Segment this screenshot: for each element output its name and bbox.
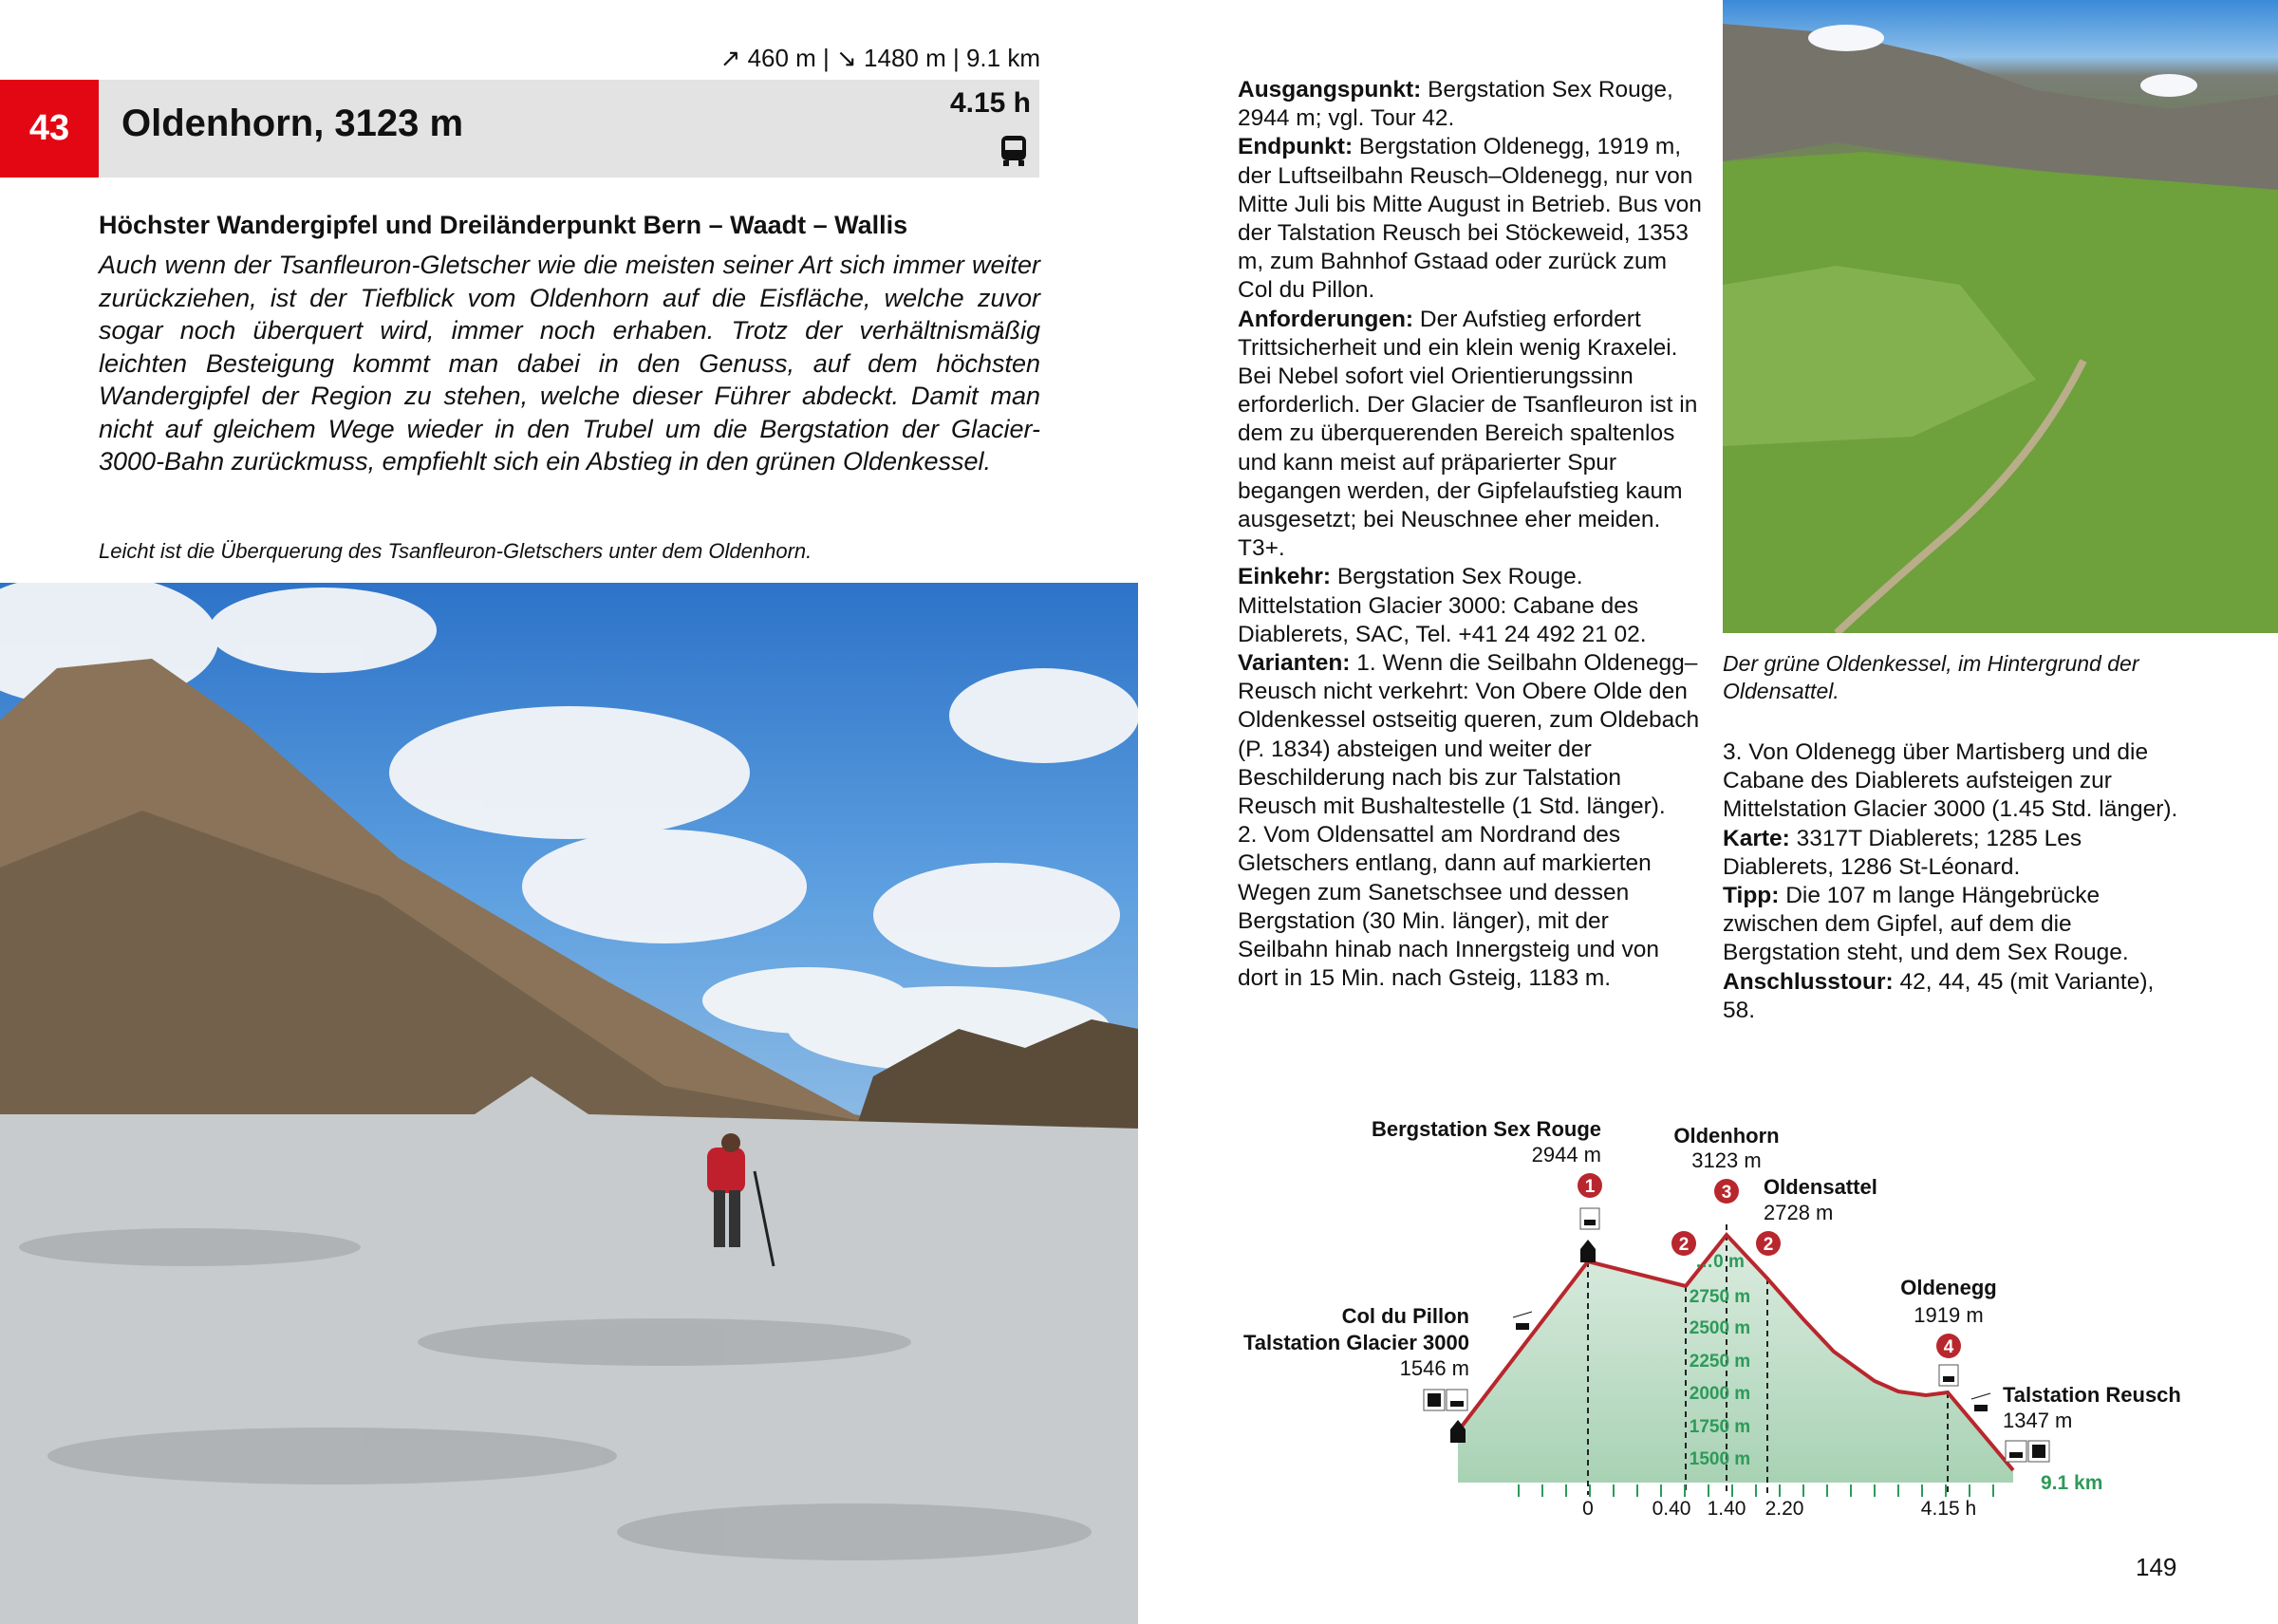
time-label: 2.20 xyxy=(1765,1498,1804,1520)
waypoint-elevation: 3123 m xyxy=(1691,1148,1762,1172)
elevation-label: 1500 m xyxy=(1689,1449,1751,1469)
detail-text: Bergstation Oldenegg, 1919 m, der Luftseilbahn Reusch–Oldenegg, nur von Mitte Juli bis Mitte August in Betrieb. Bus von der Talstation Reusch bei Stöckeweid, 1353 m, zum Bahnhof Gstaad oder zurück zum Col du Pillon. xyxy=(1238,134,1702,304)
waypoint-elevation: 1919 m xyxy=(1914,1303,1984,1327)
tour-duration: 4.15 h xyxy=(949,87,1031,119)
waypoint-marker-3 xyxy=(1714,1179,1739,1204)
cable-car-icon xyxy=(1971,1393,1990,1411)
detail-text: 3317T Diablerets; 1285 Les Diablerets, 1286 St-Léonard. xyxy=(1723,825,2082,880)
detail-text: 42, 44, 45 (mit Variante), 58. xyxy=(1723,968,2155,1023)
time-label: 0 xyxy=(1582,1498,1594,1520)
photo-caption-2: Der grüne Oldenkessel, im Hintergrund der Oldensattel. xyxy=(1723,651,2139,703)
waypoint-name: Oldenegg xyxy=(1900,1276,1997,1299)
waypoint-name: Talstation Reusch xyxy=(2003,1383,2181,1407)
page-title: Oldenhorn, 3123 m xyxy=(121,103,464,144)
waypoint-name: Bergstation Sex Rouge xyxy=(1371,1117,1601,1141)
waypoint-elevation: 1347 m xyxy=(2003,1409,2073,1432)
tour-number-badge: 43 xyxy=(0,80,99,177)
detail-label: Tipp: xyxy=(1723,883,1780,909)
time-axis-ticks xyxy=(1519,1484,1993,1497)
waypoint-name: Oldenhorn xyxy=(1673,1124,1780,1148)
bus-cable-car-icon xyxy=(1424,1390,1467,1410)
waypoint-marker-2 xyxy=(1671,1231,1696,1256)
elevation-label: 2000 m xyxy=(1689,1384,1751,1404)
detail-text: 1. Wenn die Seilbahn Oldenegg–Reusch nicht verkehrt: Von Obere Olde den Oldenkessel ostseitig queren, zum Oldebach (P. 1834) absteigen und weiter der Beschilderung nach bis zur Talstation Reusch mit Bushaltestelle (1 Std. länger). xyxy=(1238,650,1700,820)
waypoint-marker-1 xyxy=(1578,1173,1602,1198)
svg-text:2: 2 xyxy=(1763,1235,1774,1255)
elevation-label: 2500 m xyxy=(1689,1318,1751,1338)
hut-icon xyxy=(1580,1240,1596,1262)
detail-text: Bergstation Sex Rouge. Mittelstation Glacier 3000: Cabane des Diablerets, SAC, Tel. +41 24 492 21 02. xyxy=(1238,564,1647,647)
detail-label: Karte: xyxy=(1723,825,1790,851)
waypoint-name: Col du Pillon xyxy=(1341,1304,1469,1328)
waypoint-name-2: Talstation Glacier 3000 xyxy=(1242,1331,1469,1354)
photo-caption: Leicht ist die Überquerung des Tsanfleuron-Gletschers unter dem Oldenhorn. xyxy=(99,539,812,563)
waypoint-name: Oldensattel xyxy=(1764,1175,1877,1199)
waypoint-marker-2 xyxy=(1756,1231,1781,1256)
waypoint-elevation: 1546 m xyxy=(1399,1356,1469,1380)
detail-text: 3. Von Oldenegg über Martisberg und die Cabane des Diablerets aufsteigen zur Mittelstation Glacier 3000 (1.45 Std. länger). xyxy=(1723,739,2178,823)
cable-car-icon xyxy=(1939,1365,1958,1386)
elevation-label: 2750 m xyxy=(1689,1287,1751,1307)
time-label: 0.40 xyxy=(1652,1498,1691,1520)
detail-label: Einkehr: xyxy=(1238,564,1332,590)
waypoint-elevation: 2944 m xyxy=(1531,1143,1601,1167)
time-label: 4.15 h xyxy=(1920,1498,1977,1520)
cable-car-icon xyxy=(1580,1208,1599,1229)
cable-car-icon xyxy=(1513,1312,1532,1330)
svg-text:1: 1 xyxy=(1584,1177,1596,1197)
detail-label: Endpunkt: xyxy=(1238,134,1354,160)
detail-label: Varianten: xyxy=(1238,650,1351,677)
distance-label: 9.1 km xyxy=(2041,1472,2103,1494)
elevation-label: …0 m xyxy=(1695,1252,1745,1272)
svg-text:2: 2 xyxy=(1678,1235,1690,1255)
time-label: 1.40 xyxy=(1707,1498,1746,1520)
detail-label: Anforderungen: xyxy=(1238,306,1414,332)
detail-text: Der Aufstieg erfordert Trittsicherheit und ein klein wenig Kraxelei. Bei Nebel sofort viel Orientierungssinn erforderlich. Der Glacier de Tsanfleuron ist in dem zu überquerenden Bereich spaltenlos und kann meist auf präparierter Spur begangen werden, der Gipfelaufstieg kaum ausgesetzt; bei Neuschnee eher meiden. T3+. xyxy=(1238,306,1698,562)
waypoint-elevation: 2728 m xyxy=(1764,1201,1834,1224)
detail-text: Bergstation Sex Rouge, 2944 m; vgl. Tour 42. xyxy=(1238,77,1673,132)
svg-text:3: 3 xyxy=(1721,1183,1732,1203)
waypoint-marker-4 xyxy=(1936,1334,1961,1358)
bus-cable-car-icon xyxy=(2006,1441,2049,1462)
svg-text:4: 4 xyxy=(1943,1337,1954,1357)
tour-stats: ↗ 460 m | ↘ 1480 m | 9.1 km xyxy=(719,44,1040,72)
detail-text: 2. Vom Oldensattel am Nordrand des Gletschers entlang, dann auf markierten Wegen zum Sanetschsee und dessen Bergstation (30 Min. länger), mit der Seilbahn hinab nach Innergsteig und von dort in 15 Min. nach Gsteig, 1183 m. xyxy=(1238,822,1660,992)
page-number: 149 xyxy=(2136,1553,2177,1581)
elevation-label: 1750 m xyxy=(1689,1417,1751,1437)
detail-label: Ausgangspunkt: xyxy=(1238,77,1422,103)
elevation-label: 2250 m xyxy=(1689,1352,1751,1372)
detail-label: Anschlusstour: xyxy=(1723,968,1894,995)
intro-text: Auch wenn der Tsanfleuron-Gletscher wie die meisten seiner Art sich immer weiter zurückziehen, ist der Tiefblick vom Oldenhorn auf die Eisfläche, welche zuvor sogar noch überquert wird, immer noch erhaben. Trotz der verhältnismäßig leichten Besteigung kommt man dabei in den Genuss, auf dem höchsten Wandergipfel der Region zu stehen, welche dieser Führer abdeckt. Damit man nicht auf gleichem Wege wieder in den Trubel um die Bergstation der Glacier-3000-Bahn zurückmuss, empfiehlt sich ein Abstieg in den grünen Oldenkessel. xyxy=(99,251,1040,476)
detail-text: Die 107 m lange Hängebrücke zwischen dem Gipfel, auf dem die Bergstation steht, und dem Sex Rouge. xyxy=(1723,883,2129,966)
tour-subtitle: Höchster Wandergipfel und Dreiländerpunkt Bern – Waadt – Wallis xyxy=(99,211,908,239)
